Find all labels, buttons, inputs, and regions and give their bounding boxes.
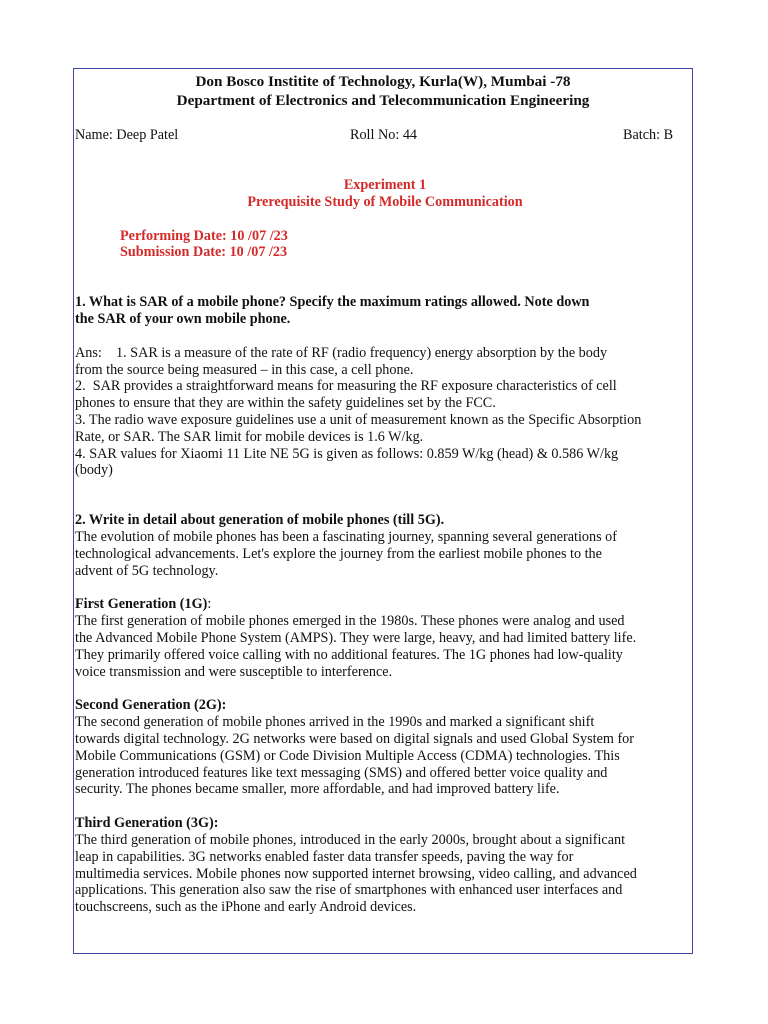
gen1-heading-line [75, 596, 695, 613]
gen1-line: The first generation of mobile phones emerged in the 1980s. These phones were analog and used [75, 613, 625, 630]
gen1-body [75, 613, 695, 680]
gen1-line: They primarily offered voice calling with no additional features. The 1G phones had low-quality [75, 646, 623, 663]
batch: Batch: B [623, 127, 674, 143]
performing-date: Performing Date: 10 /07 /23 [120, 227, 288, 244]
answer-1-line: 3. The radio wave exposure guidelines use a unit of measurement known as the Specific Absorption [75, 411, 642, 428]
answer-1-line: 4. SAR values for Xiaomi 11 Lite NE 5G is given as follows: 0.859 W/kg (head) & 0.586 W/kg [75, 445, 619, 462]
answer-1 [75, 345, 695, 479]
student-name: Name: Deep Patel [75, 127, 179, 143]
gen2-line: The second generation of mobile phones arrived in the 1990s and marked a significant shift [75, 714, 595, 731]
submission-date: Submission Date: 10 /07 /23 [120, 244, 288, 261]
gen1-line: voice transmission and were susceptible to interference. [75, 663, 393, 680]
roll-number: Roll No: 44 [350, 127, 418, 143]
intro-line: technological advancements. Let's explore the journey from the earliest mobile phones to the [75, 545, 602, 562]
experiment-number: Experiment 1 [343, 177, 427, 193]
gen1-heading: First Generation (1G) [75, 596, 208, 613]
gen2-line: generation introduced features like text messaging (SMS) and offered better voice quality and [75, 764, 608, 781]
intro-line: advent of 5G technology. [75, 562, 219, 579]
department-title: Department of Electronics and Telecommunication Engineering [176, 92, 590, 109]
gen2-line: Mobile Communications (GSM) or Code Division Multiple Access (CDMA) technologies. This [75, 747, 620, 764]
intro-line: The evolution of mobile phones has been a fascinating journey, spanning several generations of [75, 528, 617, 545]
experiment-title: Prerequisite Study of Mobile Communication [247, 193, 523, 210]
question-1-line: the SAR of your own mobile phone. [75, 310, 291, 327]
answer-1-line: Ans: 1. SAR is a measure of the rate of RF (radio frequency) energy absorption by the body [75, 344, 608, 361]
gen2-line: security. The phones became smaller, more affordable, and had improved battery life. [75, 781, 560, 798]
student-info-row [75, 127, 695, 144]
gen3-heading: Third Generation (3G): [75, 815, 219, 832]
answer-1-line: from the source being measured – in this case, a cell phone. [75, 361, 414, 378]
question-2: 2. Write in detail about generation of mobile phones (till 5G). [75, 512, 445, 529]
question-1-line: 1. What is SAR of a mobile phone? Specify the maximum ratings allowed. Note down [75, 294, 590, 311]
gen2-line: towards digital technology. 2G networks were based on digital signals and used Global System for [75, 730, 634, 747]
answer-1-line: Rate, or SAR. The SAR limit for mobile devices is 1.6 W/kg. [75, 428, 424, 445]
gen2-body [75, 714, 695, 798]
gen3-line: applications. This generation also saw the rise of smartphones with enhanced user interfaces and [75, 882, 623, 899]
gen3-line: multimedia services. Mobile phones now supported internet browsing, video calling, and advanced [75, 865, 637, 882]
gen2-heading: Second Generation (2G): [75, 697, 227, 714]
gen3-body [75, 832, 695, 916]
gen3-line: The third generation of mobile phones, introduced in the early 2000s, brought about a significant [75, 831, 626, 848]
institute-title: Don Bosco Institite of Technology, Kurla(W), Mumbai -78 [195, 73, 571, 90]
answer-1-line: (body) [75, 462, 113, 479]
answer-1-line: 2. SAR provides a straightforward means for measuring the RF exposure characteristics of cell [75, 378, 617, 395]
gen3-line: leap in capabilities. 3G networks enabled faster data transfer speeds, paving the way for [75, 848, 574, 865]
gen1-heading-colon: : [207, 596, 212, 613]
gen1-line: the Advanced Mobile Phone System (AMPS). They were large, heavy, and had limited battery life. [75, 629, 637, 646]
answer-1-line: phones to ensure that they are within the safety guidelines set by the FCC. [75, 395, 496, 412]
question-2-intro [75, 529, 695, 579]
gen3-line: touchscreens, such as the iPhone and early Android devices. [75, 899, 417, 916]
document-body [75, 70, 695, 916]
